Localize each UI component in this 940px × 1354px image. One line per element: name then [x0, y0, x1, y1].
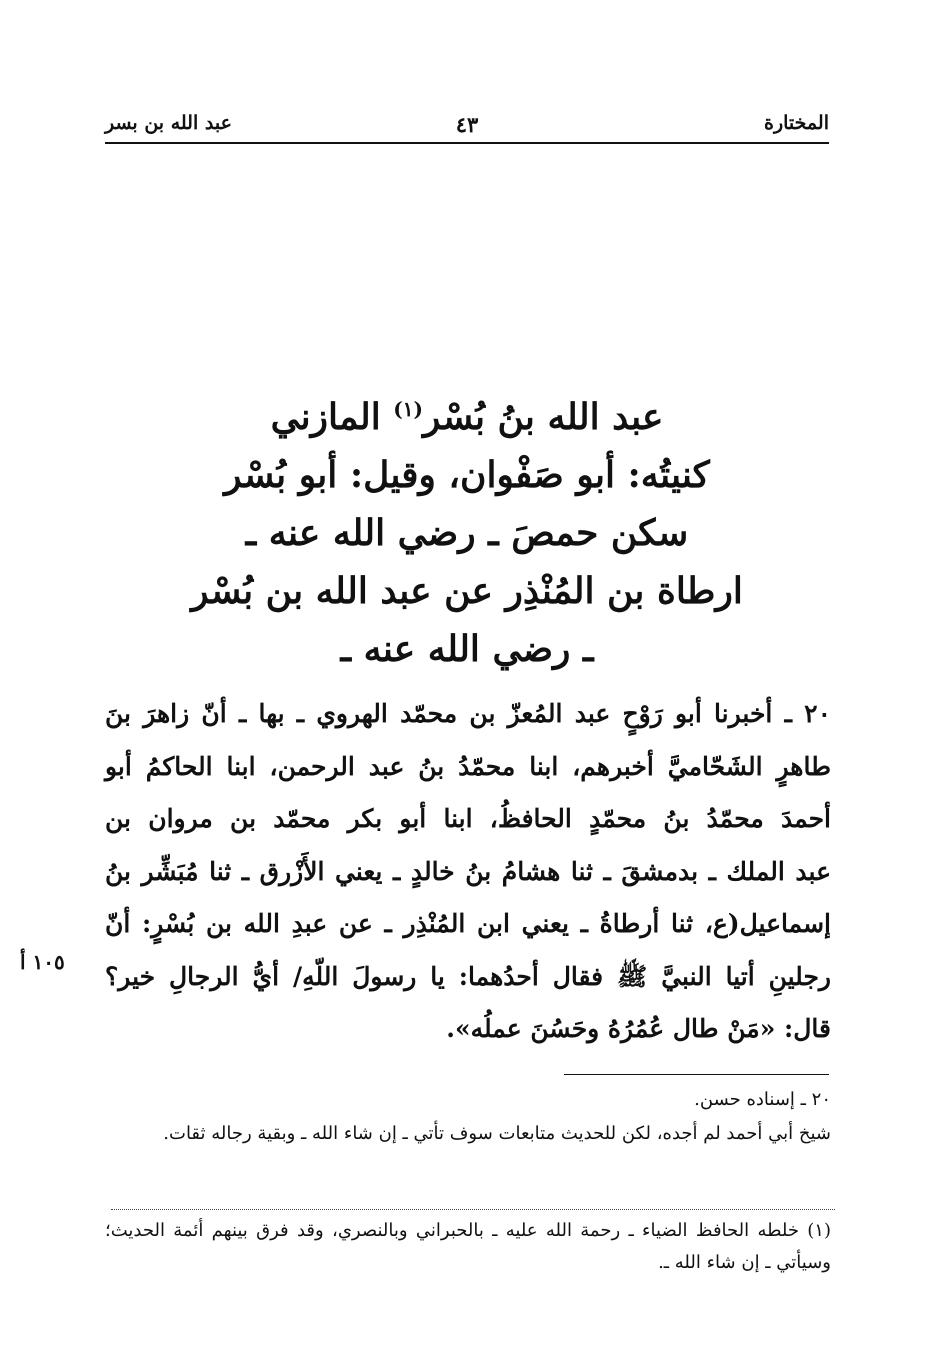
footnote-20-title: ٢٠ ـ إسناده حسن.	[694, 1089, 831, 1110]
footnote-20-body: شيخ أبي أحمد لم أجده، لكن للحديث متابعات سوف تأتي ـ إن شاء الله ـ وبقية رجاله ثقات.	[163, 1123, 831, 1144]
body-line: أحمدَ محمّدُ بنُ محمّدٍ الحافظُ، ابنا أبو بكر محمّد بن مروان بن	[105, 804, 831, 833]
chapter-title-block	[105, 380, 829, 678]
hadith-text	[105, 688, 831, 1056]
body-line: ٢٠ ـ أخبرنا أبو رَوْحٍ عبد المُعزّ بن محمّد الهروي ـ بها ـ أنّ زاهرَ بنَ	[105, 699, 831, 728]
footnote-dotted-separator	[111, 1209, 835, 1210]
footnote-separator	[564, 1074, 829, 1075]
title-line-4: ارطاة بن المُنْذِر عن عبد الله بن بُسْر	[191, 570, 743, 612]
title-line-3: سكن حمصَ ـ رضي الله عنه ـ	[245, 512, 689, 554]
running-header	[105, 110, 829, 144]
footnote-ref: (١)	[393, 397, 423, 421]
title-name: عبد الله بنُ بُسْر	[422, 396, 664, 438]
footnote-1: (١) خلطه الحافظ الضياء ـ رحمة الله عليه ـ بالحبراني وبالنصري، وقد فرق بينهم أئمة الحديث؛ وسيأتي ـ إن شاء الله ـ.	[105, 1220, 831, 1273]
title-line-5: ـ رضي الله عنه ـ	[340, 628, 594, 670]
body-line: طاهرٍ الشَحّاميَّ أخبرهم، ابنا محمّدُ بنُ عبد الرحمن، ابنا الحاكمُ أبو	[105, 751, 831, 781]
manuscript-folio-note: ١٠٥ أ	[20, 950, 65, 974]
body-line: إسماعيل(ع، ثنا أرطاةُ ـ يعني ابن المُنْذِر ـ عن عبدِ الله بن بُسْرٍ: أنّ	[105, 909, 831, 938]
title-line-2: كنيتُه: أبو صَفْوان، وقيل: أبو بُسْر	[224, 454, 710, 496]
title-line-1	[105, 380, 829, 446]
title-nisba: المازني	[270, 396, 381, 438]
body-line: عبد الملك ـ بدمشقَ ـ ثنا هشامُ بنُ خالدٍ ـ يعني الأَزْرق ـ ثنا مُبَشِّر بنُ	[105, 856, 831, 886]
body-line: قال: «مَنْ طال عُمُرُهُ وحَسُنَ عملُه».	[446, 1014, 831, 1043]
header-chapter-title: عبد الله بن بسر	[105, 112, 232, 134]
body-line: رجلينِ أتيا النبيَّ ﷺ فقال أحدُهما: يا رسولَ اللّهِ/ أيُّ الرجالِ خير؟	[105, 961, 831, 991]
header-book-title: المختارة	[764, 112, 829, 134]
page-number: ٤٣	[455, 112, 479, 137]
